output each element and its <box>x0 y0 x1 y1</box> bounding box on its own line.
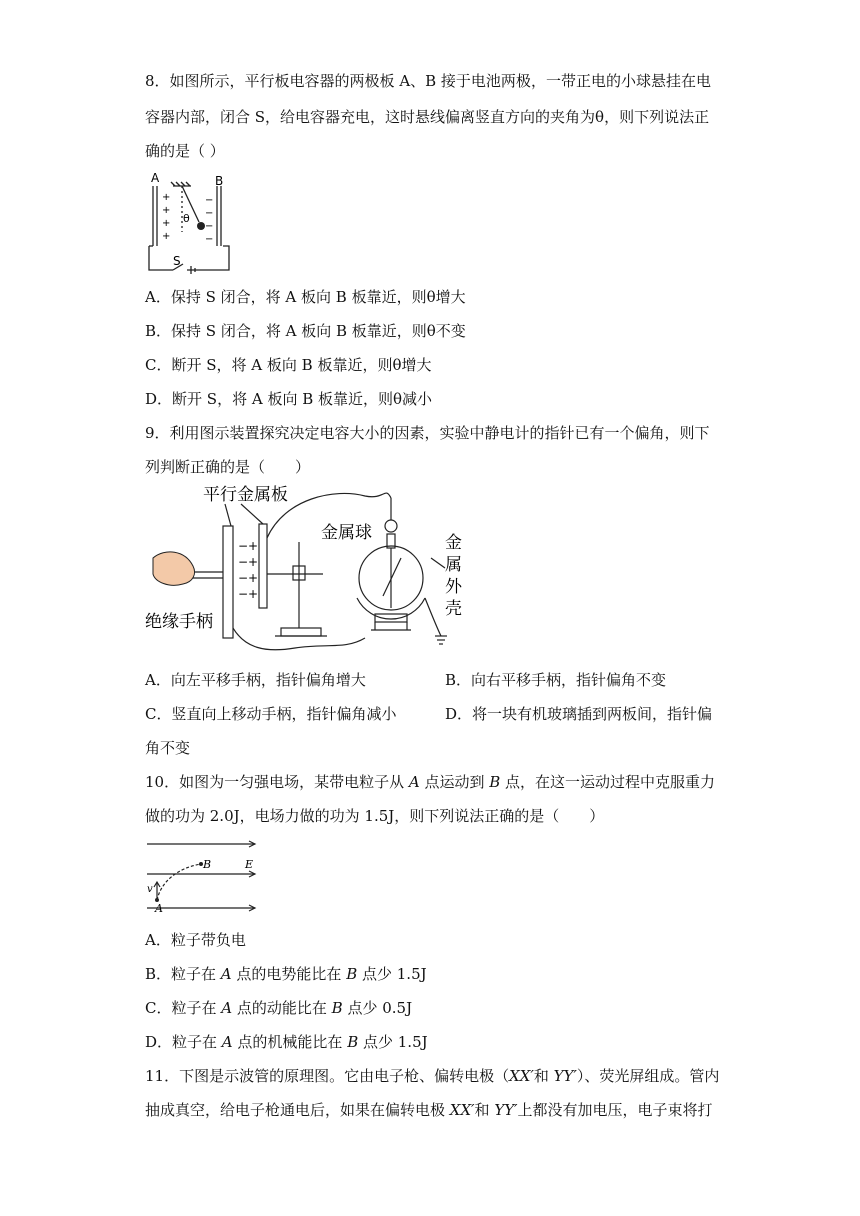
q10-stem-line-2: 做的功为 2.0J，电场力做的功为 1.5J，则下列说法正确的是（ ） <box>145 807 605 825</box>
q10-option-d: D．粒子在 A 点的机械能比在 B 点少 1.5J <box>145 1033 428 1051</box>
q10-point-a-label: A <box>155 902 163 914</box>
q8-switch-label: S <box>173 254 181 268</box>
q9-plus-sign: + <box>248 571 259 585</box>
q8-option-c: C．断开 S，将 A 板向 B 板靠近，则θ增大 <box>145 356 432 374</box>
q9-minus-sign: − <box>238 587 249 601</box>
q9-plates-label: 平行金属板 <box>203 485 288 505</box>
q8-plus-sign: + <box>162 231 171 242</box>
q8-angle-label: θ <box>183 212 190 225</box>
q10-option-c: C．粒子在 A 点的动能比在 B 点少 0.5J <box>145 999 413 1017</box>
q10-field-figure <box>143 838 263 914</box>
q8-plate-b-label: B <box>215 174 224 188</box>
q8-capacitor-figure <box>143 170 243 274</box>
q9-option-b: B．向右平移手柄，指针偏角不变 <box>445 671 667 689</box>
q8-plus-sign: + <box>162 218 171 229</box>
q8-stem-line-2: 容器内部，闭合 S，给电容器充电，这时悬线偏离竖直方向的夹角为θ，则下列说法正 <box>145 108 710 126</box>
q9-electroscope-figure <box>145 478 475 660</box>
q10-stem-line-1: 10．如图为一匀强电场，某带电粒子从 A 点运动到 B 点，在这一运动过程中克服重力 <box>145 773 716 791</box>
q8-plate-a-label: A <box>151 171 160 185</box>
q8-option-b: B．保持 S 闭合，将 A 板向 B 板靠近，则θ不变 <box>145 322 466 340</box>
q8-plus-sign: + <box>162 205 171 216</box>
q11-stem-line-1: 11．下图是示波管的原理图。它由电子枪、偏转电极（XX′和 YY′）、荧光屏组成。管内 <box>145 1067 720 1085</box>
q9-option-a: A．向左平移手柄，指针偏角增大 <box>145 671 366 689</box>
q8-minus-sign: − <box>205 195 214 206</box>
q10-option-b: B．粒子在 A 点的电势能比在 B 点少 1.5J <box>145 965 427 983</box>
q8-option-d: D．断开 S，将 A 板向 B 板靠近，则θ减小 <box>145 390 433 408</box>
q9-stem-line-1: 9．利用图示装置探究决定电容大小的因素，实验中静电计的指针已有一个偏角，则下 <box>145 424 710 442</box>
q9-plus-sign: + <box>248 539 259 553</box>
q9-ball-label: 金属球 <box>321 523 372 543</box>
q9-option-d-line-2: 角不变 <box>145 739 191 757</box>
q9-plus-sign: + <box>248 587 259 601</box>
q8-plus-sign: + <box>162 192 171 203</box>
q8-stem-line-1: 8．如图所示，平行板电容器的两极板 A、B 接于电池两极，一带正电的小球悬挂在电 <box>145 72 711 90</box>
q9-minus-sign: − <box>238 571 249 585</box>
q9-stem-line-2: 列判断正确的是（ ） <box>145 458 311 476</box>
q8-minus-sign: − <box>205 234 214 245</box>
q9-shell-label-1: 金 <box>445 533 462 553</box>
q9-plus-sign: + <box>248 555 259 569</box>
q9-shell-label-3: 外 <box>445 577 462 597</box>
q8-minus-sign: − <box>205 208 214 219</box>
q9-option-c: C．竖直向上移动手柄，指针偏角减小 <box>145 705 397 723</box>
q9-minus-sign: − <box>238 539 249 553</box>
q10-field-label: E <box>245 858 254 871</box>
q8-option-a: A．保持 S 闭合，将 A 板向 B 板靠近，则θ增大 <box>145 288 466 306</box>
q9-shell-label-4: 壳 <box>445 599 462 619</box>
q10-velocity-label: v <box>147 884 153 895</box>
q10-option-a: A．粒子带负电 <box>145 931 246 949</box>
q9-handle-label: 绝缘手柄 <box>145 612 213 632</box>
q9-option-d-line-1: D．将一块有机玻璃插到两板间，指针偏 <box>445 705 713 723</box>
q9-minus-sign: − <box>238 555 249 569</box>
q11-stem-line-2: 抽成真空，给电子枪通电后，如果在偏转电极 XX′和 YY′上都没有加电压，电子束将打 <box>145 1101 713 1119</box>
q10-point-b-label: B <box>203 858 212 871</box>
q8-minus-sign: − <box>205 221 214 232</box>
q9-shell-label-2: 属 <box>445 555 462 575</box>
q8-stem-line-3: 确的是（ ） <box>145 142 225 160</box>
